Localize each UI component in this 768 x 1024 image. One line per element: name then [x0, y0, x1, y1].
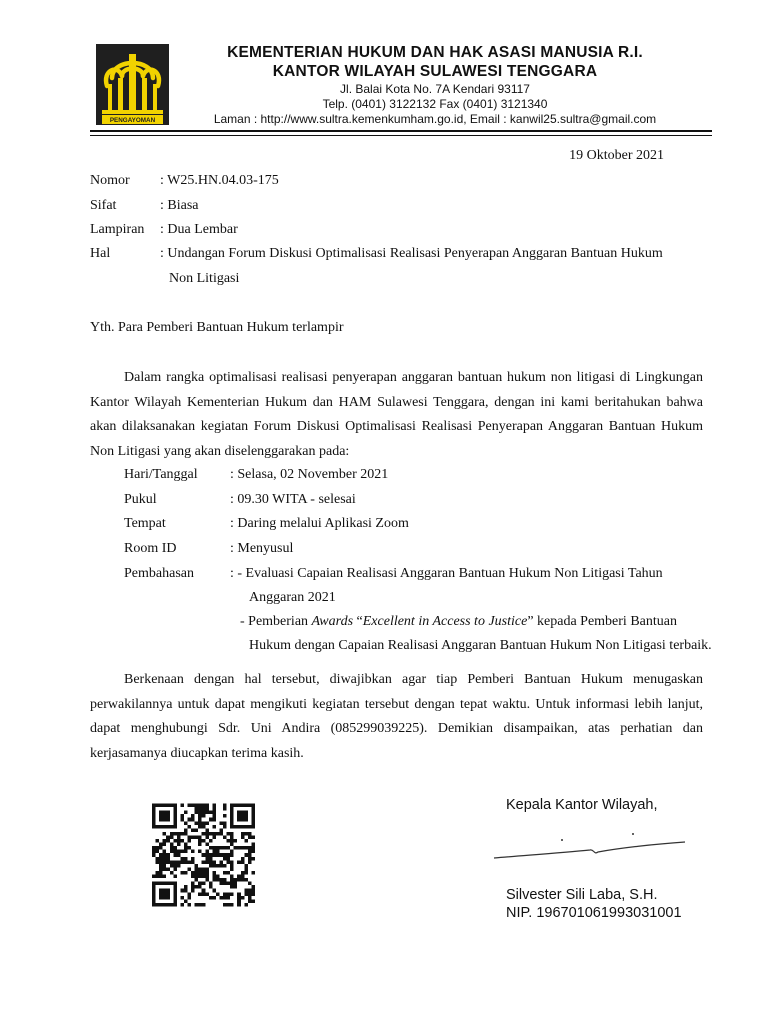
recipient: Yth. Para Pemberi Bantuan Hukum terlampir — [90, 320, 344, 335]
meta-label-sifat: Sifat — [90, 198, 117, 213]
detail-value-room-id: : Menyusul — [230, 541, 294, 556]
topic-2-line1 — [240, 614, 704, 630]
org-phone: Telp. (0401) 3122132 Fax (0401) 3121340 — [322, 97, 548, 111]
handwritten-signature — [490, 828, 690, 864]
detail-label-place: Tempat — [124, 516, 166, 531]
meta-value-hal: : Undangan Forum Diskusi Optimalisasi Realisasi Penyerapan Anggaran Bantuan Hukum — [160, 246, 663, 261]
meta-value-sifat: : Biasa — [160, 198, 199, 213]
detail-label-topics: Pembahasan — [124, 566, 194, 581]
meta-value-nomor: : W25.HN.04.03-175 — [160, 173, 279, 188]
intro-text: Dalam rangka optimalisasi realisasi penyerapan anggaran bantuan hukum non litigasi di Lingkungan Kantor Wilayah Kementerian Hukum dan HAM Sulawesi Tenggara, dengan ini kami beritahukan bahwa akan dilaksanakan kegiatan Forum Diskusi Optimalisasi Realisasi Penyerapan Anggaran Bantuan Hukum Non Litigasi yang akan diselenggarakan pada: — [90, 370, 703, 459]
intro-paragraph — [90, 366, 703, 464]
header-rule-thick — [90, 130, 712, 132]
signatory-name: Silvester Sili Laba, S.H. — [506, 887, 658, 903]
detail-value-time: : 09.30 WITA - selesai — [230, 492, 356, 507]
signature-title: Kepala Kantor Wilayah, — [506, 797, 658, 813]
org-name-line1: KEMENTERIAN HUKUM DAN HAK ASASI MANUSIA R.I. — [227, 44, 643, 61]
topic-2-line2: Hukum dengan Capaian Realisasi Anggaran Bantuan Hukum Non Litigasi terbaik. — [249, 638, 712, 653]
org-address: Jl. Balai Kota No. 7A Kendari 93117 — [340, 82, 530, 96]
topic-2-awards: Awards — [311, 614, 354, 629]
topic-2-quote-open: “ — [353, 614, 363, 629]
detail-value-date: : Selasa, 02 November 2021 — [230, 467, 389, 482]
detail-label-room-id: Room ID — [124, 541, 177, 556]
detail-value-topic-1: : - Evaluasi Capaian Realisasi Anggaran Bantuan Hukum Non Litigasi Tahun — [230, 566, 663, 581]
closing-text: Berkenaan dengan hal tersebut, diwajibkan agar tiap Pemberi Bantuan Hukum menugaskan perwakilannya untuk dapat mengikuti kegiatan tersebut dengan tepat waktu. Untuk informasi lebih lanjut, dapat menghubungi Sdr. Uni Andira (085299039225). Demikian disampaikan, atas perhatian dan kerjasamanya diucapkan terima kasih. — [90, 672, 703, 761]
meta-label-lampiran: Lampiran — [90, 222, 145, 237]
meta-value-lampiran: : Dua Lembar — [160, 222, 238, 237]
org-name-line2: KANTOR WILAYAH SULAWESI TENGGARA — [272, 63, 598, 80]
meta-value-hal-continuation: Non Litigasi — [169, 271, 240, 286]
qr-code — [152, 802, 255, 908]
topic-2-rest: ” kepada Pemberi Bantuan — [527, 614, 677, 629]
detail-label-time: Pukul — [124, 492, 157, 507]
topic-1-continuation: Anggaran 2021 — [249, 590, 336, 605]
topic-2-prefix: - Pemberian — [240, 614, 312, 629]
header-rule-thin — [90, 135, 712, 136]
meta-label-hal: Hal — [90, 246, 111, 261]
logo-caption: PENGAYOMAN — [109, 117, 156, 125]
detail-value-place: : Daring melalui Aplikasi Zoom — [230, 516, 409, 531]
detail-label-date: Hari/Tanggal — [124, 467, 198, 482]
meta-label-nomor: Nomor — [90, 173, 130, 188]
closing-paragraph — [90, 668, 703, 766]
topic-2-award-name: Excellent in Access to Justice — [362, 614, 528, 629]
org-website-email: Laman : http://www.sultra.kemenkumham.go.id, Email : kanwil25.sultra@gmail.com — [213, 112, 657, 126]
letter-date: 19 Oktober 2021 — [569, 148, 664, 163]
signatory-nip: NIP. 196701061993031001 — [506, 905, 682, 921]
